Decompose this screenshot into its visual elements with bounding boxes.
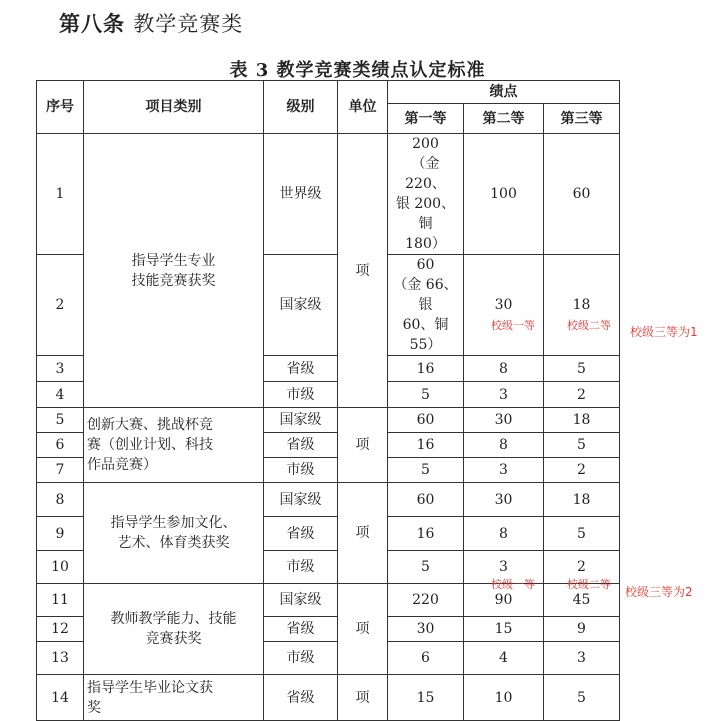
- second-cell: 10: [464, 675, 544, 721]
- unit-cell: 项: [338, 483, 388, 584]
- level-cell: 省级: [264, 617, 338, 642]
- first-cell: 220: [388, 584, 464, 617]
- second-cell: 8: [464, 356, 544, 382]
- row-no: 12: [37, 617, 84, 642]
- header-second: 第二等: [464, 104, 544, 134]
- header-row: [37, 81, 620, 104]
- second-cell: 3: [464, 458, 544, 483]
- table-row: [37, 675, 620, 721]
- first-cell: 16: [388, 356, 464, 382]
- second-cell: 8: [464, 517, 544, 551]
- third-cell: 2: [544, 382, 620, 408]
- header-first: 第一等: [388, 104, 464, 134]
- first-cell: 5: [388, 551, 464, 584]
- article-heading: [59, 8, 243, 38]
- third-cell: 5: [544, 433, 620, 458]
- level-cell: 国家级: [264, 483, 338, 517]
- third-cell: 2: [544, 551, 620, 584]
- level-cell: 省级: [264, 433, 338, 458]
- third-cell: 9: [544, 617, 620, 642]
- header-level: 级别: [264, 81, 338, 134]
- category-cell: 创新大赛、挑战杯竞 赛（创业计划、科技 作品竞赛）: [84, 408, 264, 483]
- header-no: 序号: [37, 81, 84, 134]
- third-cell: 60: [544, 134, 620, 255]
- row-no: 14: [37, 675, 84, 721]
- row-no: 1: [37, 134, 84, 255]
- first-cell: 15: [388, 675, 464, 721]
- third-cell: 45: [544, 584, 620, 617]
- unit-cell: 项: [338, 134, 388, 408]
- annotation-row13-third: 校级三等为2: [625, 585, 693, 599]
- second-cell: 30: [464, 408, 544, 433]
- second-cell: 4: [464, 642, 544, 675]
- third-cell: 18: [544, 255, 620, 356]
- annotation-row4-third: 校级三等为1: [630, 325, 698, 339]
- level-cell: 世界级: [264, 134, 338, 255]
- row-no: 6: [37, 433, 84, 458]
- category-cell: 指导学生专业 技能竞赛获奖: [84, 134, 264, 408]
- second-cell: 8: [464, 433, 544, 458]
- unit-cell: 项: [338, 584, 388, 675]
- second-cell: 30: [464, 483, 544, 517]
- first-cell: 5: [388, 458, 464, 483]
- category-cell: 指导学生参加文化、 艺术、体育类获奖: [84, 483, 264, 584]
- level-cell: 国家级: [264, 584, 338, 617]
- category-cell: 指导学生毕业论文获 奖: [84, 675, 264, 721]
- level-cell: 省级: [264, 356, 338, 382]
- level-cell: 国家级: [264, 408, 338, 433]
- header-category: 项目类别: [84, 81, 264, 134]
- row-no: 8: [37, 483, 84, 517]
- second-cell: 30: [464, 255, 544, 356]
- first-cell: 16: [388, 517, 464, 551]
- second-cell: 3: [464, 382, 544, 408]
- first-cell: 30: [388, 617, 464, 642]
- third-cell: 2: [544, 458, 620, 483]
- second-cell: 3: [464, 551, 544, 584]
- unit-cell: 项: [338, 675, 388, 721]
- article-number: 第八条: [59, 11, 125, 36]
- table-title: 表 3 教学竞赛类绩点认定标准: [229, 60, 486, 81]
- first-cell: 6: [388, 642, 464, 675]
- level-cell: 省级: [264, 675, 338, 721]
- first-cell: 60: [388, 408, 464, 433]
- standards-table: [36, 80, 620, 721]
- table-row: [37, 483, 620, 517]
- second-cell: 15: [464, 617, 544, 642]
- annotation-row13-second: 校级二等: [567, 578, 611, 591]
- row-no: 5: [37, 408, 84, 433]
- level-cell: 市级: [264, 642, 338, 675]
- second-cell: 90: [464, 584, 544, 617]
- first-cell: 16: [388, 433, 464, 458]
- third-cell: 18: [544, 408, 620, 433]
- row-no: 2: [37, 255, 84, 356]
- third-cell: 3: [544, 642, 620, 675]
- annotation-row4-second: 校级二等: [567, 319, 611, 332]
- level-cell: 省级: [264, 517, 338, 551]
- row-no: 11: [37, 584, 84, 617]
- first-cell: 60 （金 66、银 60、铜 55）: [388, 255, 464, 356]
- level-cell: 国家级: [264, 255, 338, 356]
- third-cell: 5: [544, 517, 620, 551]
- third-cell: 5: [544, 675, 620, 721]
- third-cell: 5: [544, 356, 620, 382]
- row-no: 13: [37, 642, 84, 675]
- row-no: 3: [37, 356, 84, 382]
- row-no: 4: [37, 382, 84, 408]
- table-row: [37, 408, 620, 433]
- unit-cell: 项: [338, 408, 388, 483]
- annotation-row13-first: 校级一等: [491, 578, 535, 591]
- first-cell: 200 （金 220、 银 200、铜 180）: [388, 134, 464, 255]
- header-third: 第三等: [544, 104, 620, 134]
- category-cell: 教师教学能力、技能 竞赛获奖: [84, 584, 264, 675]
- first-cell: 60: [388, 483, 464, 517]
- level-cell: 市级: [264, 382, 338, 408]
- header-unit: 单位: [338, 81, 388, 134]
- second-cell: 100: [464, 134, 544, 255]
- row-no: 9: [37, 517, 84, 551]
- row-no: 10: [37, 551, 84, 584]
- article-title: 教学竞赛类: [133, 12, 244, 36]
- first-cell: 5: [388, 382, 464, 408]
- row-no: 7: [37, 458, 84, 483]
- table-row: [37, 134, 620, 255]
- level-cell: 市级: [264, 551, 338, 584]
- level-cell: 市级: [264, 458, 338, 483]
- header-points: 绩点: [388, 81, 620, 104]
- annotation-row4-first: 校级一等: [491, 319, 535, 332]
- third-cell: 18: [544, 483, 620, 517]
